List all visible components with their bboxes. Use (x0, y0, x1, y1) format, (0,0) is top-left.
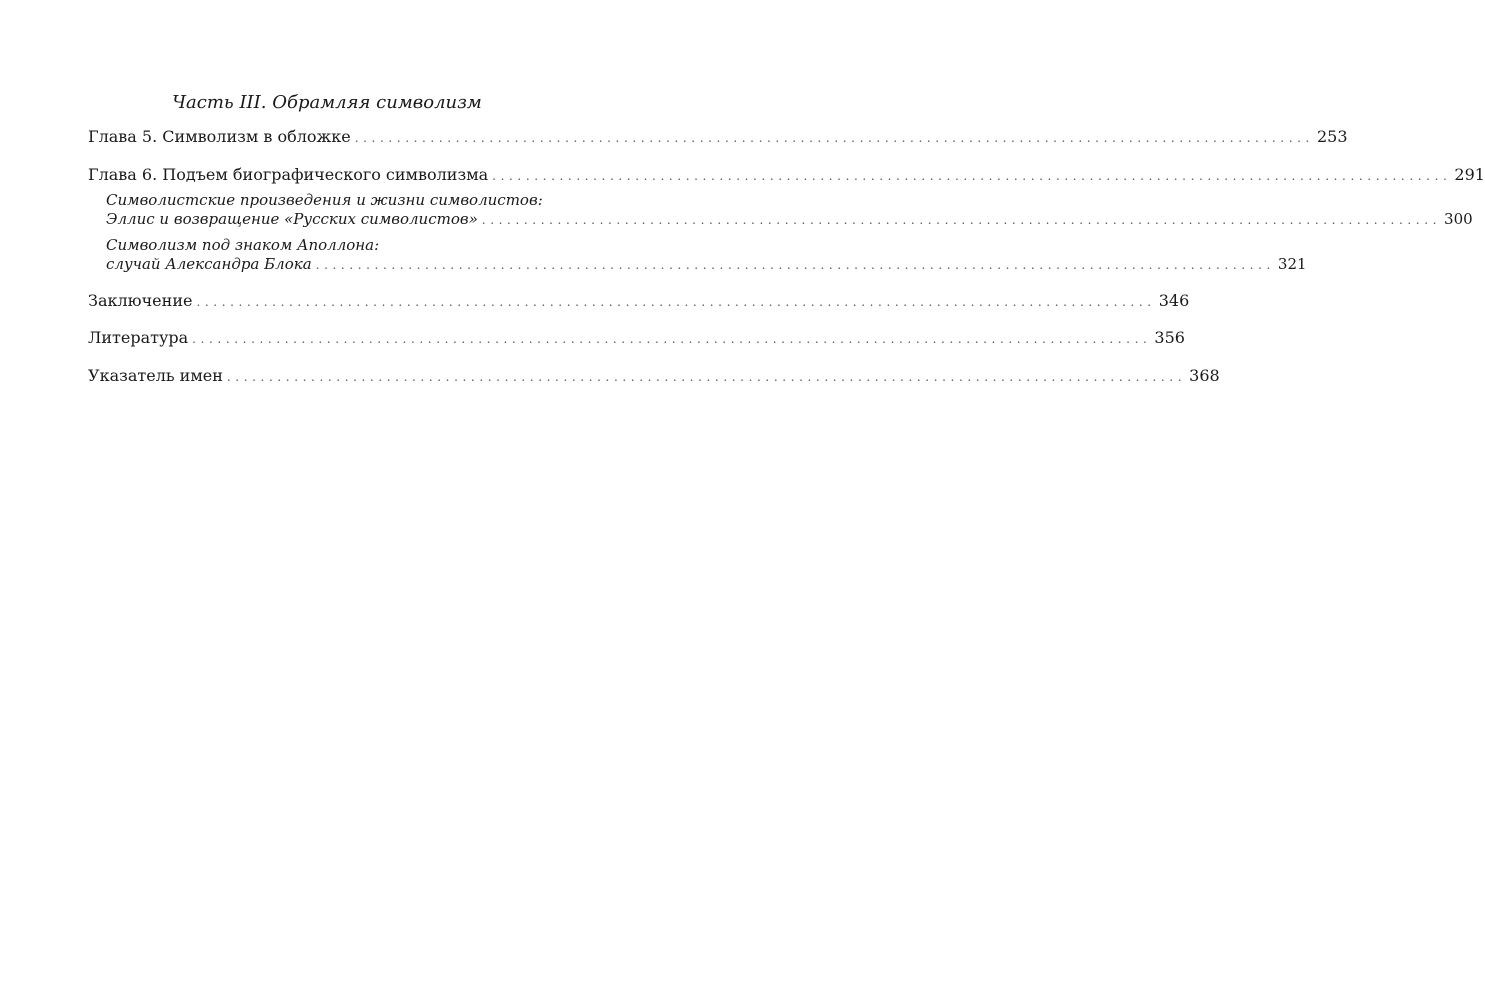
toc-entry-label: Указатель имен (88, 366, 223, 385)
toc-entry-label: случай Александра Блока (106, 255, 312, 273)
toc-page (88, 0, 1485, 1000)
toc-entry-label: Литература (88, 328, 189, 347)
dot-leader: .................................................................................................................. (196, 295, 1156, 309)
toc-page-number: 356 (1154, 328, 1185, 347)
toc-subentry-blok[interactable] (106, 255, 1307, 275)
toc-page-number: 321 (1277, 255, 1307, 273)
toc-entry-literature[interactable] (88, 328, 1185, 349)
toc-subentry-ellis-line1: Символистские произведения и жизни символистов: (106, 191, 543, 209)
dot-leader: .................................................................................................................. (315, 258, 1275, 272)
part-title: Часть III. Обрамляя символизм (172, 92, 482, 113)
dot-leader: .................................................................................................................. (354, 131, 1314, 145)
toc-entry-label: Эллис и возвращение «Русских символистов» (106, 210, 478, 228)
toc-subentry-ellis[interactable] (106, 210, 1473, 230)
toc-page-number: 346 (1158, 291, 1190, 310)
toc-page-number: 253 (1316, 127, 1348, 146)
toc-entry-label: Глава 6. Подъем биографического символизма (88, 165, 489, 184)
toc-entry-conclusion[interactable] (88, 291, 1190, 312)
dot-leader: .................................................................................................................. (226, 370, 1187, 384)
toc-entry-chapter-5[interactable] (88, 127, 1348, 148)
toc-page-number: 300 (1444, 210, 1473, 228)
toc-page-number: 291 (1454, 165, 1485, 184)
toc-entry-label: Заключение (88, 291, 193, 310)
dot-leader: .................................................................................................................. (492, 169, 1452, 183)
toc-entry-index[interactable] (88, 366, 1220, 387)
toc-entry-label: Глава 5. Символизм в обложке (88, 127, 351, 146)
toc-subentry-blok-line1: Символизм под знаком Аполлона: (106, 236, 380, 254)
dot-leader: .................................................................................................................. (192, 332, 1152, 346)
dot-leader: .................................................................................................................. (481, 213, 1442, 227)
toc-entry-chapter-6[interactable] (88, 165, 1485, 186)
toc-page-number: 368 (1189, 366, 1220, 385)
